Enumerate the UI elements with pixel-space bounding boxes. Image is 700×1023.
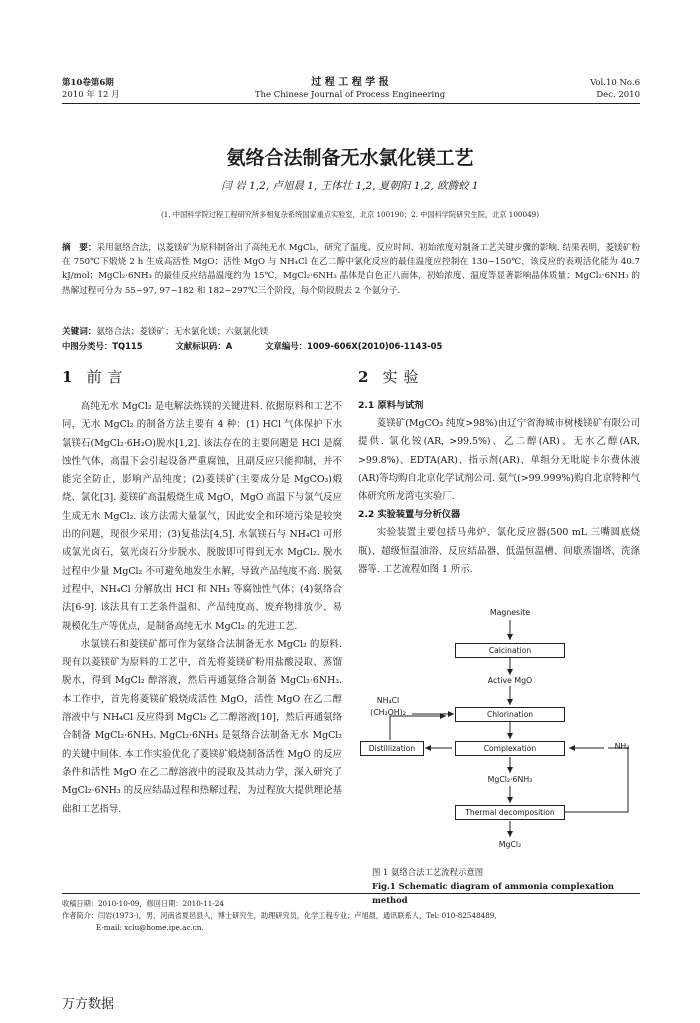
apparatus-para: 实验装置主要包括马弗炉、氯化反应器(500 mL 三嘴圆底烧瓶)、超级恒温油浴、反应结晶器、低温恒温槽、间歇蒸馏塔、洗涤器等. 工艺流程如图 1 所示. — [358, 527, 640, 576]
author-bio: 作者简介：闫岩(1973-)，男，河南省夏邑县人，博士研究生，助理研究员，化学工程专业；卢旭晨，通讯联系人，Tel: 010-82548489, — [62, 911, 497, 920]
label-nh3: NH₃ — [614, 742, 630, 751]
section1-para: 高纯无水 MgCl₂ 是电解法炼镁的关键进料. 依据原料和工艺不同，无水 MgCl₂ 的制备方法主要有 4 种：(1) HCl 气体保护下水氯镁石(MgCl₂·6H₂O)脱水[1,2]. 该法存在的主要问题是 HCl 是腐蚀性气体，高温下会引起设备严重腐蚀，且副反应只能抑制，并不能完全防止，影响产品纯度；(2)菱镁矿(主要成分是 MgCO₃)煅烧、氯化[3]. 菱镁矿高温煅烧生成 MgO，MgO 高温下与氯气反应生成无水 MgCl₂. 该方法需大量氯气，因此安全和环境污染是较突出的问题，现很少采用；(3)复盐法[4,5]. 水氯镁石与 NH₄Cl 可形成氯光卤石，氨光卤石分步脱水、脱胺即可得到无水 MgCl₂. 脱水过程中少量 MgCl₂ 不可避免地发生水解，导致产品纯度不高. 脱氨过程中，NH₄Cl 分解放出 HCl 和 NH₃ 等腐蚀性气体；(4)氨络合法[6-9]. 该法具有工艺条件温和、产品纯度高、废弃物排放少、易规模化生产等优点，是制备高纯无水 MgCl₂ 的先进工艺. — [62, 401, 342, 632]
journal-title-en: The Chinese Journal of Process Engineering — [254, 90, 446, 100]
label-product: MgCl₂ — [498, 840, 522, 849]
date-cn: 2010 年 12 月 — [62, 90, 120, 100]
box-calcination: Calcination — [455, 643, 565, 658]
section2-title: 实验 — [382, 368, 425, 386]
authors: 闫 岩 1,2, 卢旭晨 1, 王体壮 1,2, 夏朝阳 1,2, 欧腾蛟 1 — [221, 180, 479, 192]
footnote — [62, 898, 640, 934]
header-rule — [62, 103, 640, 104]
paper-title: 氨络合法制备无水氯化镁工艺 — [226, 147, 474, 169]
keywords — [62, 325, 640, 339]
section1-body — [62, 398, 342, 819]
label-active-mgo: Active MgO — [487, 676, 533, 685]
affiliation: (1. 中国科学院过程工程研究所多相复杂系统国家重点实验室，北京 100190；2. 中国科学院研究生院，北京 100049) — [160, 210, 540, 219]
abstract-text: 采用氨络合法，以菱镁矿为原料制备出了高纯无水 MgCl₂，研究了温度、反应时间、初始浓度对制备工艺关键步骤的影响. 结果表明，菱镁矿粉在 750℃下煅烧 2 h 生成高活性 MgO；活性 MgO 与 NH₄Cl 在乙二醇中氯化反应的最佳温度应控制在 130~150℃，该反应的表观活化能为 40.7 kJ/mol；MgCl₂·6NH₃ 的最佳反应结晶温度约为 15℃，MgCl₂·6NH₃ 晶体是白色正八面体，初始浓度、温度等显著影响晶体质量；MgCl₂·6NH₃ 的热解过程可分为 55~97, 97~182 和 182~297℃三个阶段，每个阶段脱去 2 个氨分子. — [62, 243, 640, 296]
arrow-distillization-recycle — [390, 716, 446, 740]
date-en: Dec. 2010 — [596, 90, 640, 100]
section2-num: 2 — [358, 368, 369, 386]
section1-heading — [62, 366, 128, 387]
subsection-apparatus: 2.2 实验装置与分析仪器 — [358, 509, 461, 521]
document-code: 文献标识码：A — [175, 341, 233, 351]
label-complex: MgCl₂·6NH₃ — [487, 775, 533, 784]
subsection-materials: 2.1 原料与试剂 — [358, 400, 424, 411]
box-distillization: Distillization — [360, 741, 424, 756]
abstract — [62, 241, 640, 298]
keywords-text: 氨络合法；菱镁矿；无水氯化镁；六氨氯化镁 — [96, 327, 269, 337]
box-chlorination: Chlorination — [455, 707, 565, 722]
abstract-label: 摘 要： — [62, 243, 97, 253]
article-number: 文章编号：1009-606X(2010)06-1143-05 — [265, 341, 443, 351]
volume-en: Vol.10 No.6 — [590, 78, 640, 88]
journal-title-cn: 过 程 工 程 学 报 — [311, 77, 389, 88]
watermark: 万方数据 — [62, 997, 115, 1012]
clc-number: 中图分类号：TQ115 — [62, 341, 143, 351]
author-email: E-mail: xclu@home.ipe.ac.cn. — [96, 923, 204, 932]
section1-num: 1 — [62, 368, 73, 386]
section1-title: 前言 — [86, 368, 129, 386]
keywords-label: 关键词： — [62, 327, 97, 337]
volume-cn: 第10卷第6期 — [62, 78, 114, 88]
footnote-rule — [62, 893, 640, 894]
process-flow-diagram — [358, 600, 640, 860]
arrow-thermal-nh3-recycle — [565, 748, 628, 812]
figure-caption-cn: 图 1 氨络合法工艺流程示意图 — [372, 867, 484, 877]
section2-heading — [358, 366, 424, 387]
label-solvent: (CH₂OH)₂ — [370, 708, 406, 717]
section1-para: 水氯镁石和菱镁矿都可作为氨络合法制备无水 MgCl₂ 的原料. 现有以菱镁矿为原料的工艺中，首先将菱镁矿粉用盐酸浸取、蒸馏脱水，得到 MgCl₂ 醇溶液，然后再通氨络合制备 MgCl₂·6NH₃. 本工作中，首先将菱镁矿煅烧成活性 MgO，活性 MgO 在乙二醇溶液中与 NH₄Cl 反应得到 MgCl₂ 乙二醇溶液[10]，然后再通氨络合制备 MgCl₂·6NH₃. MgCl₂·6NH₃ 是氨络合法制备无水 MgCl₂ 的关键中间体. 本工作实验优化了菱镁矿煅烧制备活性 MgO 的反应条件和活性 MgO 在乙二醇溶液中的浸取及其动力学，深入研究了 MgCl₂·6NH₃ 的反应结晶过程和热解过程，为过程放大提供理论基础和工艺指导. — [62, 638, 342, 815]
figure-caption-en: Fig.1 Schematic diagram of ammonia complexation method — [372, 881, 615, 905]
section2-body — [358, 397, 640, 579]
received-date: 收稿日期：2010-10-09，修回日期：2010-11-24 — [62, 899, 224, 908]
label-nh4cl: NH₄Cl — [376, 696, 400, 705]
label-magnesite: Magnesite — [489, 608, 531, 617]
box-thermal-decomposition: Thermal decomposition — [455, 805, 565, 820]
box-complexation: Complexation — [455, 741, 565, 756]
materials-para: 菱镁矿(MgCO₃ 纯度>98%)由辽宁省海城市树楼镁矿有限公司提供. 氯化铵(AR, >99.5%)、乙二醇(AR)、无水乙醇(AR, >99.8%)、EDTA(AR)、指示剂(AR)、单组分无吡啶卡尔费休液(AR)等均购自北京化学试剂公司. 氨气(>99.999%)购自北京特种气体研究所龙湾屯实验厂. — [358, 418, 640, 503]
classification — [62, 340, 640, 352]
flow-arrows — [358, 600, 640, 860]
